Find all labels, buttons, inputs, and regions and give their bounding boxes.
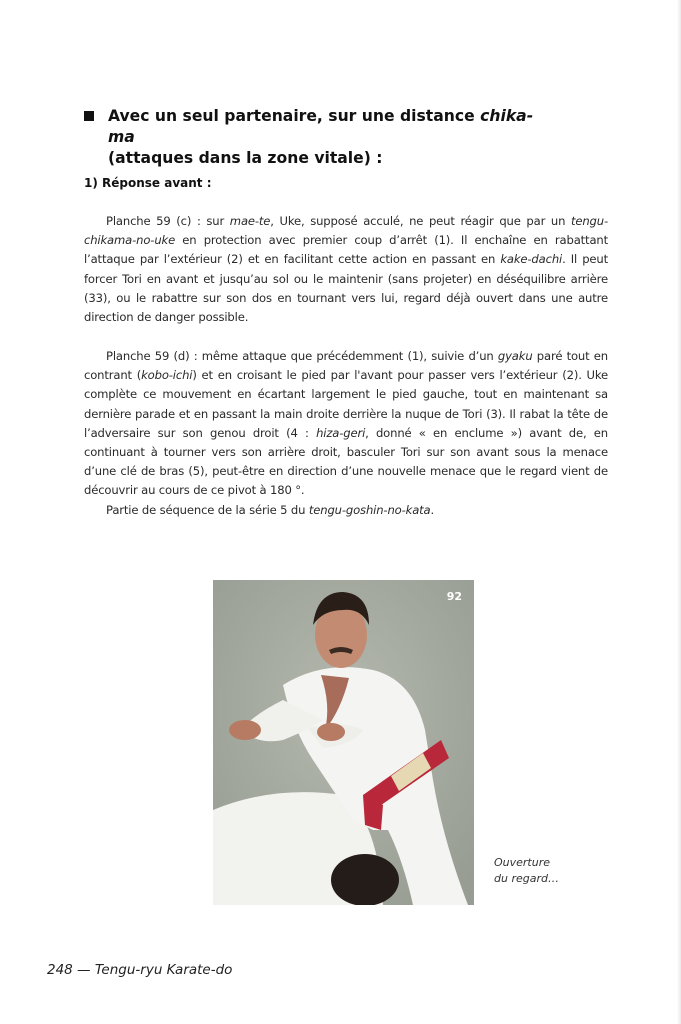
karate-photo-illustration bbox=[213, 580, 474, 905]
page-footer: 248 — Tengu-ryu Karate-do bbox=[47, 962, 233, 978]
term-chika-ma: chika-ma bbox=[108, 107, 534, 146]
paragraph-planche-59c: Planche 59 (c) : sur mae-te, Uke, supposé acculé, ne peut réagir que par un tengu-chikama-no-uke en protection avec premier coup d’arrêt (1). Il enchaîne en rabattant l’attaque par l’extérieur (2) et en facilitant cette action en passant en kake-dachi. Il peut forcer Tori en avant et jusqu’au sol ou le maintenir (sans projeter) en déséquilibre arrière (33), ou le rabattre sur son dos en tournant vers lui, regard déjà ouvert dans une autre direction de danger possible. bbox=[84, 214, 608, 325]
karate-photo bbox=[213, 580, 474, 905]
paragraph-planche-59d: Planche 59 (d) : même attaque que précédemment (1), suivie d’un gyaku paré tout en contrant (kobo-ichi) et en croisant le pied par l'avant pour passer vers l’extérieur (2). Uke complète ce mouvement en écartant largement le pied gauche, tout en maintenant sa dernière parade et en passant la main droite derrière la nuque de Tori (3). Il rabat la tête de l’adversaire sur son genou droit (4 : hiza-geri, donné « en enclume ») avant de, en continuant à tourner vers son arrière droit, basculer Tori sur son avant sous la menace d’une clé de bras (5), peut-être en direction d’une nouvelle menace que le regard vient de découvrir au cours de ce pivot à 180 °. bbox=[84, 349, 608, 498]
subheading: 1) Réponse avant : bbox=[84, 176, 212, 190]
square-bullet-icon bbox=[84, 111, 94, 121]
photo-caption: Ouverture du regard… bbox=[494, 856, 559, 885]
paragraph-sequence-note: Partie de séquence de la série 5 du tengu-goshin-no-kata. bbox=[106, 503, 435, 517]
section-heading-text: Avec un seul partenaire, sur une distance chika-ma (attaques dans la zone vitale) : bbox=[108, 107, 534, 167]
section-heading bbox=[84, 106, 554, 169]
page-edge bbox=[677, 0, 681, 1024]
photo-number: 92 bbox=[446, 590, 462, 603]
